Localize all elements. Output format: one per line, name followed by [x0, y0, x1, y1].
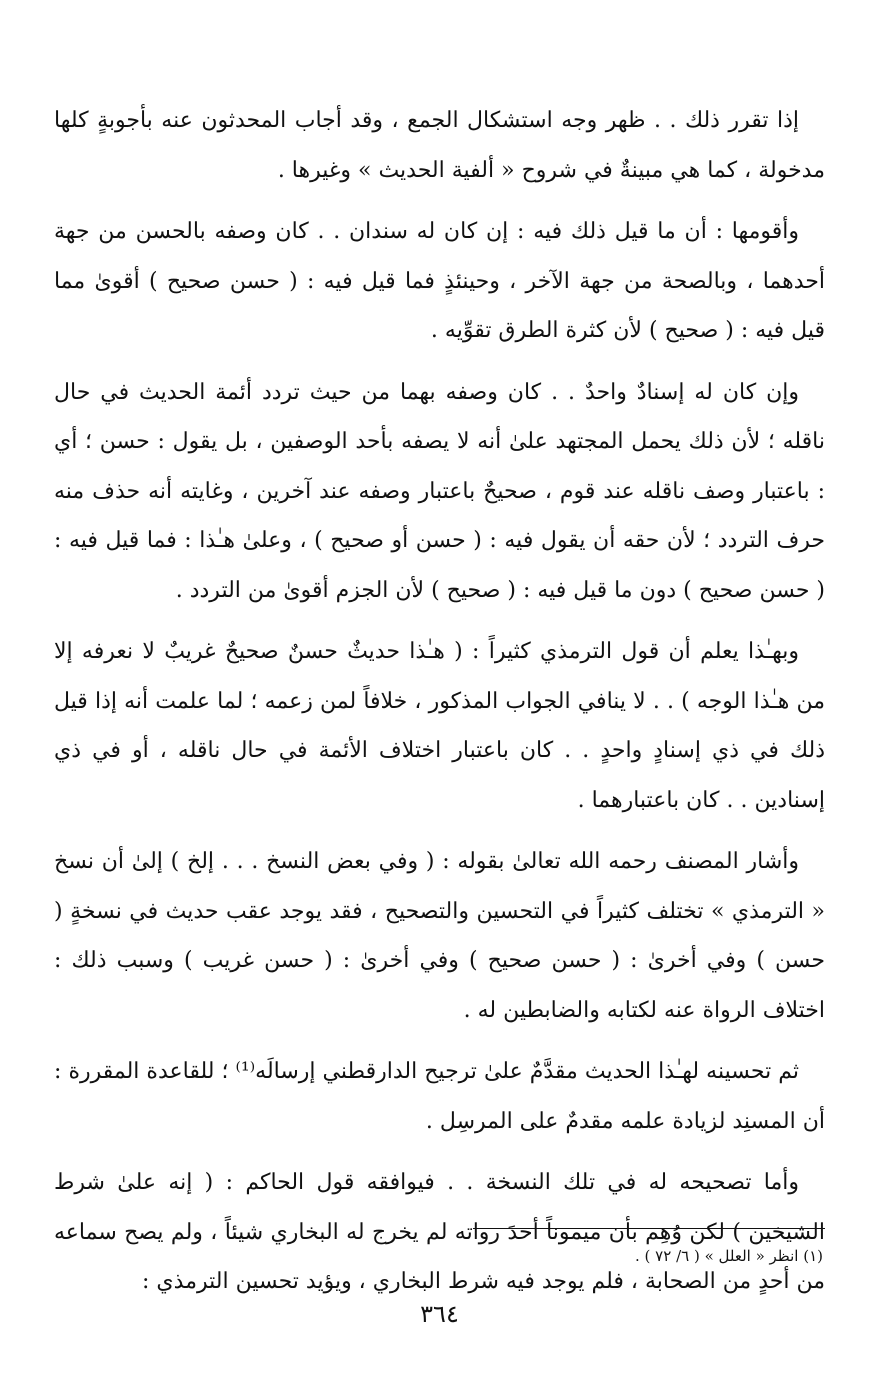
footnote-divider	[473, 1228, 825, 1229]
paragraph-5: وأشار المصنف رحمه الله تعالىٰ بقوله : ( وفي بعض النسخ . . . إلخ ) إلىٰ أن نسخ « الترمذي » تختلف كثيراً في التحسين والتصحيح ، فقد يوجد عقب حديث في نسخةٍ ( حسن ) وفي أخرىٰ : ( حسن صحيح ) وفي أخرىٰ : ( حسن غريب ) وسبب ذلك : اختلاف الرواة عنه لكتابه والضابطين له .	[54, 849, 825, 1023]
paragraph-4: وبهـٰذا يعلم أن قول الترمذي كثيراً : ( هـٰذا حديثٌ حسنٌ صحيحٌ غريبٌ لا نعرفه إلا من هـٰذا الوجه ) . . لا ينافي الجواب المذكور ، خلافاً لمن زعمه ؛ لما علمت أنه إذا قيل ذلك في ذي إسنادٍ واحدٍ . . كان باعتبار اختلاف الأئمة في حال ناقله ، أو في ذي إسنادين . . كان باعتبارهما .	[54, 639, 825, 813]
main-text	[54, 96, 825, 1319]
footnote: (١) انظر « العلل » ( ٦/ ٧٢ ) .	[635, 1247, 823, 1265]
paragraph-7: وأما تصحيحه له في تلك النسخة . . فيوافقه قول الحاكم : ( إنه علىٰ شرط الشيخين ) لكن وُهِم بأن ميموناً أحدَ رواته لم يخرج له البخاري شيئاً ، ولم يصح سماعه من أحدٍ من الصحابة ، فلم يوجد فيه شرط البخاري ، ويؤيد تحسين الترمذي :	[54, 1170, 825, 1294]
paragraph-6: ثم تحسينه لهـٰذا الحديث مقدَّمٌ علىٰ ترجيح الدارقطني إرسالَه⁽¹⁾ ؛ للقاعدة المقررة : أن المسنِد لزيادة علمه مقدمٌ على المرسِل .	[54, 1059, 825, 1134]
paragraph-2: وأقومها : أن ما قيل ذلك فيه : إن كان له سندان . . كان وصفه بالحسن من جهة أحدهما ، وبالصحة من جهة الآخر ، وحينئذٍ فما قيل فيه : ( حسن صحيح ) أقوىٰ مما قيل فيه : ( صحيح ) لأن كثرة الطرق تقوِّيه .	[54, 219, 825, 343]
paragraph-3: وإن كان له إسنادٌ واحدٌ . . كان وصفه بهما من حيث تردد أئمة الحديث في حال ناقله ؛ لأن ذلك يحمل المجتهد علىٰ أنه لا يصفه بأحد الوصفين ، بل يقول : حسن ؛ أي : باعتبار وصف ناقله عند قوم ، صحيحٌ باعتبار وصفه عند آخرين ، وغايته أنه حذف منه حرف التردد ؛ لأن حقه أن يقول فيه : ( حسن أو صحيح ) ، وعلىٰ هـٰذا : فما قيل فيه : ( حسن صحيح ) دون ما قيل فيه : ( صحيح ) لأن الجزم أقوىٰ من التردد .	[54, 379, 826, 603]
page-number: ٣٦٤	[420, 1300, 459, 1328]
paragraph-1: إذا تقرر ذلك . . ظهر وجه استشكال الجمع ، وقد أجاب المحدثون عنه بأجوبةٍ كلها مدخولة ، كما هي مبينةٌ في شروح « ألفية الحديث » وغيرها .	[54, 108, 825, 183]
